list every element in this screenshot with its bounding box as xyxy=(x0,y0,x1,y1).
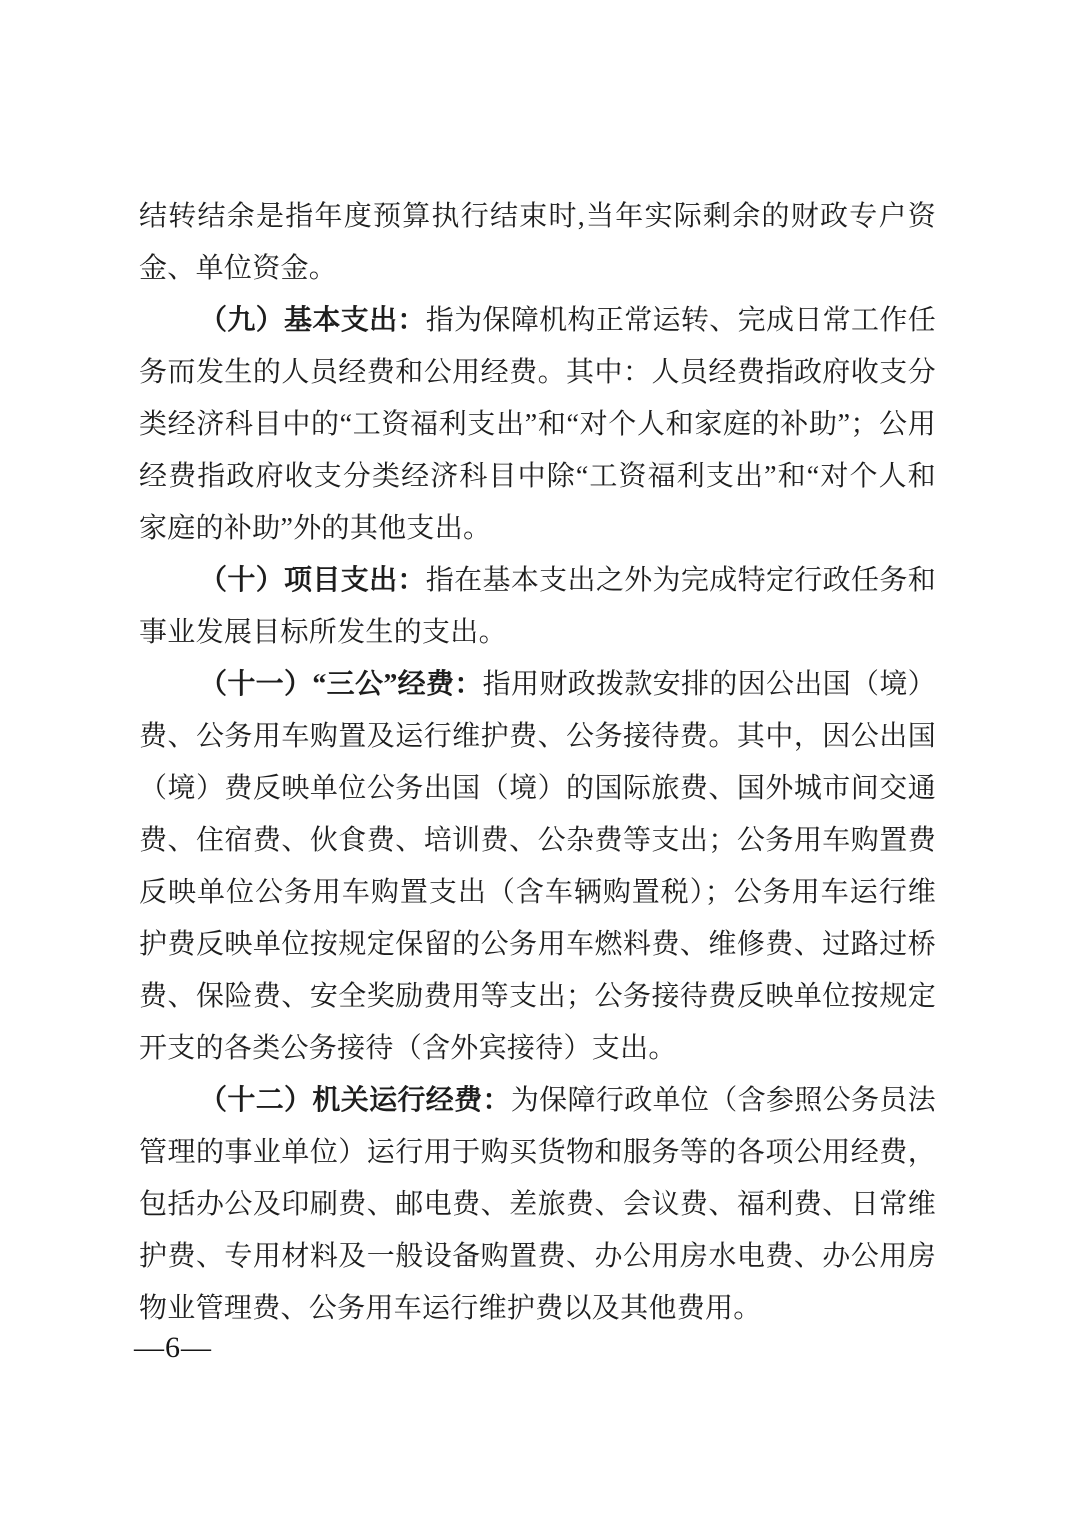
page-number: —6— xyxy=(134,1331,212,1364)
paragraph-label: （十）项目支出： xyxy=(199,565,426,596)
paragraph-text: 指在基本支出之外为完成特定行政任务和事业发展目标所发生的支出。 xyxy=(139,565,936,648)
paragraph xyxy=(139,659,936,1075)
paragraph-text: 指用财政拨款安排的因公出国（境）费、公务用车购置及运行维护费、公务接待费。其中，因公出国（境）费反映单位公务出国（境）的国际旅费、国外城市间交通费、住宿费、伙食费、培训费、公杂费等支出；公务用车购置费反映单位公务用车购置支出（含车辆购置税）；公务用车运行维护费反映单位按规定保留的公务用车燃料费、维修费、过路过桥费、保险费、安全奖励费用等支出；公务接待费反映单位按规定开支的各类公务接待（含外宾接待）支出。 xyxy=(139,669,936,1064)
paragraph-text: 结转结余是指年度预算执行结束时,当年实际剩余的财政专户资金、单位资金。 xyxy=(139,201,936,284)
paragraph-label: （九）基本支出： xyxy=(199,305,426,336)
paragraph-text: 指为保障机构正常运转、完成日常工作任务而发生的人员经费和公用经费。其中：人员经费指政府收支分类经济科目中的“工资福利支出”和“对个人和家庭的补助”；公用经费指政府收支分类经济科目中除“工资福利支出”和“对个人和家庭的补助”外的其他支出。 xyxy=(139,305,936,544)
paragraph xyxy=(139,295,936,555)
paragraph-text: 为保障行政单位（含参照公务员法管理的事业单位）运行用于购买货物和服务等的各项公用经费，包括办公及印刷费、邮电费、差旅费、会议费、福利费、日常维护费、专用材料及一般设备购置费、办公用房水电费、办公用房物业管理费、公务用车运行维护费以及其他费用。 xyxy=(139,1085,936,1324)
paragraph-label: （十一）“三公”经费： xyxy=(199,669,483,700)
document-body xyxy=(139,191,936,1335)
paragraph-label: （十二）机关运行经费： xyxy=(199,1085,511,1116)
paragraph xyxy=(139,1075,936,1335)
paragraph xyxy=(139,191,936,295)
paragraph xyxy=(139,555,936,659)
